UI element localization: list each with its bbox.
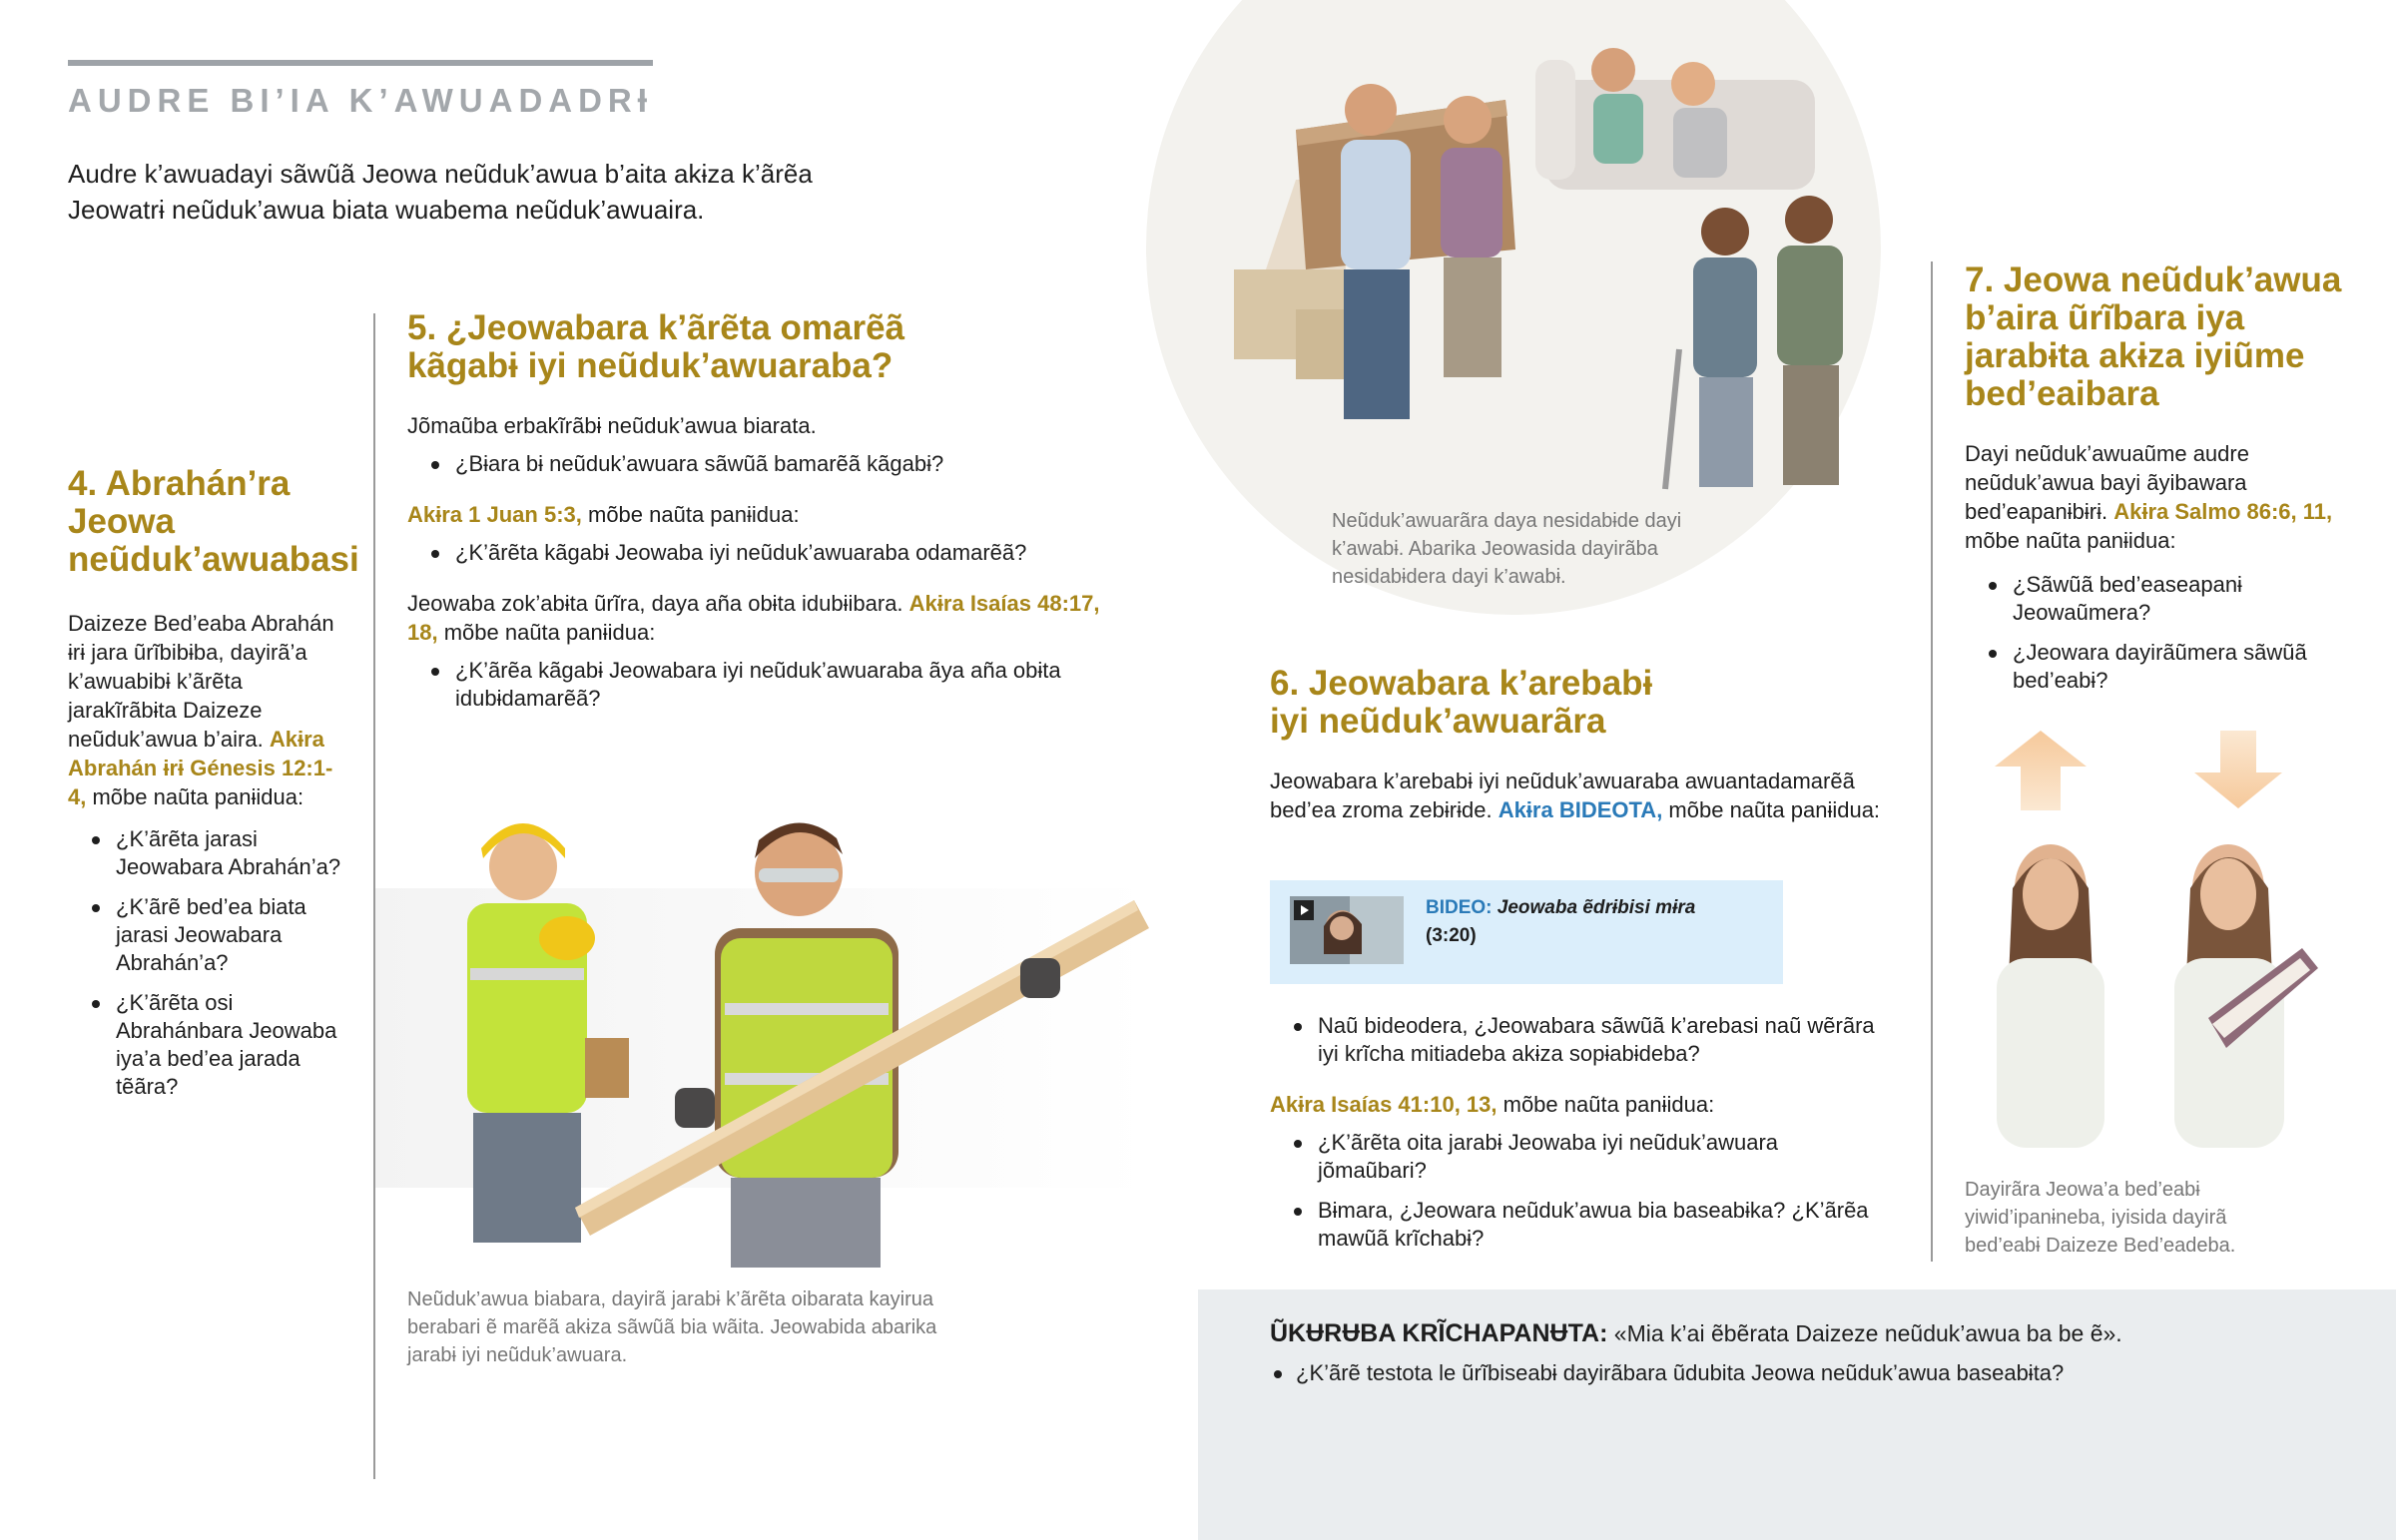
question-item: ¿K’ãrẽta kãgabɨ Jeowaba iyi neũduk’awuaraba odamarẽã? xyxy=(407,539,1106,567)
section-6-instruction-2: mõbe naũta panɨidua: xyxy=(1497,1092,1715,1117)
workers-illustration xyxy=(375,788,1150,1278)
section-5-questions-c xyxy=(407,657,1106,713)
prayer-and-reading-illustration xyxy=(1963,719,2322,1158)
column-divider xyxy=(1931,261,1933,1262)
section-6-scripture-link[interactable]: Akɨra Isaías 41:10, 13, xyxy=(1270,1092,1498,1117)
section-5-intro: Jõmaũba erbakĩrãbɨ neũduk’awua biarata. xyxy=(407,413,817,438)
section-4-instruction: mõbe naũta panɨidua: xyxy=(86,784,304,809)
section-5-questions-b xyxy=(407,539,1106,567)
header-rule xyxy=(68,60,653,66)
video-card[interactable] xyxy=(1270,880,1783,984)
down-arrow-icon xyxy=(2194,731,2282,808)
section-4 xyxy=(68,464,359,1113)
section-6-paragraph xyxy=(1270,767,1909,824)
section-5-instruction-1: mõbe naũta panɨidua: xyxy=(581,502,800,527)
reflection-quote: «Mia k’ai ẽbẽrata Daizeze neũduk’awua ba be ẽ». xyxy=(1607,1320,2122,1346)
section-6-ref-2 xyxy=(1270,1090,1889,1119)
question-item: ¿Bɨara bɨ neũduk’awuara sãwũã bamarẽã kãgabɨ? xyxy=(407,450,1106,478)
section-7 xyxy=(1965,261,2344,707)
section-7-title: 7. Jeowa neũduk’awua b’aira ũrĩbara iya jarabɨta akɨza iyiũme bed’eaibara xyxy=(1965,260,2342,413)
section-5-title: 5. ¿Jeowabara k’ãrẽta omarẽã kãgabɨ iyi neũduk’awuaraba? xyxy=(407,308,905,385)
question-item: Bɨmara, ¿Jeowara neũduk’awua bia baseabɨka? ¿K’ãrẽa mawũã krĩchabɨ? xyxy=(1270,1197,1889,1253)
video-title[interactable]: Jeowaba ẽdrɨbisi mɨra xyxy=(1497,897,1696,918)
section-5-paragraph-2 xyxy=(407,589,1106,647)
video-link[interactable]: Akɨra BIDEOTA, xyxy=(1498,797,1663,822)
section-5-scripture-link-1[interactable]: Akɨra 1 Juan 5:3, xyxy=(407,502,582,527)
section-6-instruction-1: mõbe naũta panɨidua: xyxy=(1662,797,1881,822)
video-thumbnail[interactable] xyxy=(1290,896,1404,964)
reflection-box xyxy=(1198,1289,2396,1540)
section-6 xyxy=(1270,665,1909,824)
section-6-questions-b xyxy=(1270,1129,1889,1253)
section-6-continued xyxy=(1270,1012,1889,1265)
section-6-title: 6. Jeowabara k’arebabɨ iyi neũduk’awuarãra xyxy=(1270,664,1653,741)
reflection-statement xyxy=(1270,1317,2368,1349)
question-item: ¿K’ãrẽ testota le ũrĩbiseabɨ dayirãbara ũdubita Jeowa neũduk’awua baseabɨta? xyxy=(1270,1359,2388,1387)
section-4-scripture-link[interactable]: Akɨra Abrahán ɨrɨ Génesis 12:1-4, xyxy=(68,727,333,809)
video-title-line xyxy=(1426,894,1695,922)
section-4-questions xyxy=(68,825,347,1101)
section-7-paragraph xyxy=(1965,439,2344,555)
up-arrow-icon xyxy=(1995,731,2087,810)
section-5 xyxy=(407,309,1106,725)
section-5-scripture-link-2[interactable]: Akɨra Isaías 48:17, 18, xyxy=(407,591,1100,645)
question-item: ¿K’ãrẽa kãgabɨ Jeowabara iyi neũduk’awuaraba ãya aña obɨta idubɨdamarẽã? xyxy=(407,657,1106,713)
section-7-text: Dayi neũduk’awuaũme audre neũduk’awua bayi ãyibawara bed’eapanɨbɨrɨ. xyxy=(1965,441,2249,524)
section-5-text-2: Jeowaba zok’abɨta ũrĩra, daya aña obɨta idubɨibara. xyxy=(407,591,909,616)
section-7-questions xyxy=(1965,571,2344,695)
question-item: ¿K’ãrẽta osi Abrahánbara Jeowaba iya’a bed’ea jarada tẽãra? xyxy=(68,989,347,1101)
section-7-instruction: mõbe naũta panɨidua: xyxy=(1965,528,2176,553)
question-item: ¿K’ãrẽta oita jarabɨ Jeowaba iyi neũduk’awuara jõmaũbari? xyxy=(1270,1129,1889,1185)
question-item: ¿Sãwũã bed’easeapanɨ Jeowaũmera? xyxy=(1965,571,2344,627)
question-item: ¿K’ãrẽ bed’ea biata jarasi Jeowabara Abrahán’a? xyxy=(68,893,347,977)
page-title: AUDRE BI’IA K’AWUADADRƗ xyxy=(68,82,653,119)
section-7-scripture-link[interactable]: Akɨra Salmo 86:6, 11, xyxy=(2113,499,2333,524)
circle-caption: Neũduk’awuarãra daya nesidabɨde dayi k’awabɨ. Abarika Jeowasida dayirãba nesidabɨdera dayi k’awabɨ. xyxy=(1332,510,1682,588)
section-5-caption: Neũduk’awua biabara, dayirã jarabɨ k’ãrẽta oibarata kayirua berabari ẽ marẽã akɨza sãwũã bia wãita. Jeowabida abarika jarabɨ iyi neũduk’awuara. xyxy=(407,1288,937,1366)
section-5-questions-a xyxy=(407,450,1106,478)
question-item: ¿K’ãrẽta jarasi Jeowabara Abrahán’a? xyxy=(68,825,347,881)
section-4-text: Daizeze Bed’eaba Abrahán ɨrɨ jara ũrĩbibɨba, dayirã’a k’awuabibɨ k’ãrẽta jarakĩrãbɨta Daizeze neũduk’awua b’aira. xyxy=(68,611,334,752)
section-6-questions-a xyxy=(1270,1012,1889,1068)
reflection-label: ŨKɄRɄBA KRĨCHAPANɄTA: xyxy=(1270,1319,1608,1347)
intro-line-1: Audre k’awuadayi sãwũã Jeowa neũduk’awua b’aita akɨza k’ãrẽa xyxy=(68,159,813,189)
play-icon[interactable] xyxy=(1294,900,1314,920)
question-item: Naũ bideodera, ¿Jeowabara sãwũã k’arebasi naũ wẽrãra iyi krĩcha mitiadeba akɨza sopɨabɨdeba? xyxy=(1270,1012,1889,1068)
video-info xyxy=(1426,894,1695,950)
section-5-ref-1 xyxy=(407,500,1106,529)
intro-line-2: Jeowatrɨ neũduk’awua biata wuabema neũduk’awuaira. xyxy=(68,195,705,225)
video-duration: (3:20) xyxy=(1426,925,1477,946)
section-7-caption: Dayirãra Jeowa’a bed’eabɨ yiwid’ipanɨneba, iyisida dayirã bed’eabɨ Daizeze Bed’eadeba. xyxy=(1965,1179,2236,1257)
video-label: BIDEO: xyxy=(1426,897,1493,918)
intro-text xyxy=(68,156,906,228)
question-item: ¿Jeowara dayirãũmera sãwũã bed’eabɨ? xyxy=(1965,639,2344,695)
section-6-text: Jeowabara k’arebabɨ iyi neũduk’awuaraba awuantadamarẽã bed’ea zroma zebɨrɨde. xyxy=(1270,769,1855,822)
section-5-instruction-2: mõbe naũta panɨidua: xyxy=(437,620,656,645)
reflection-questions xyxy=(1198,1359,2388,1399)
section-4-paragraph xyxy=(68,609,347,811)
section-4-title: 4. Abrahán’ra Jeowa neũduk’awuabasi xyxy=(68,464,359,579)
